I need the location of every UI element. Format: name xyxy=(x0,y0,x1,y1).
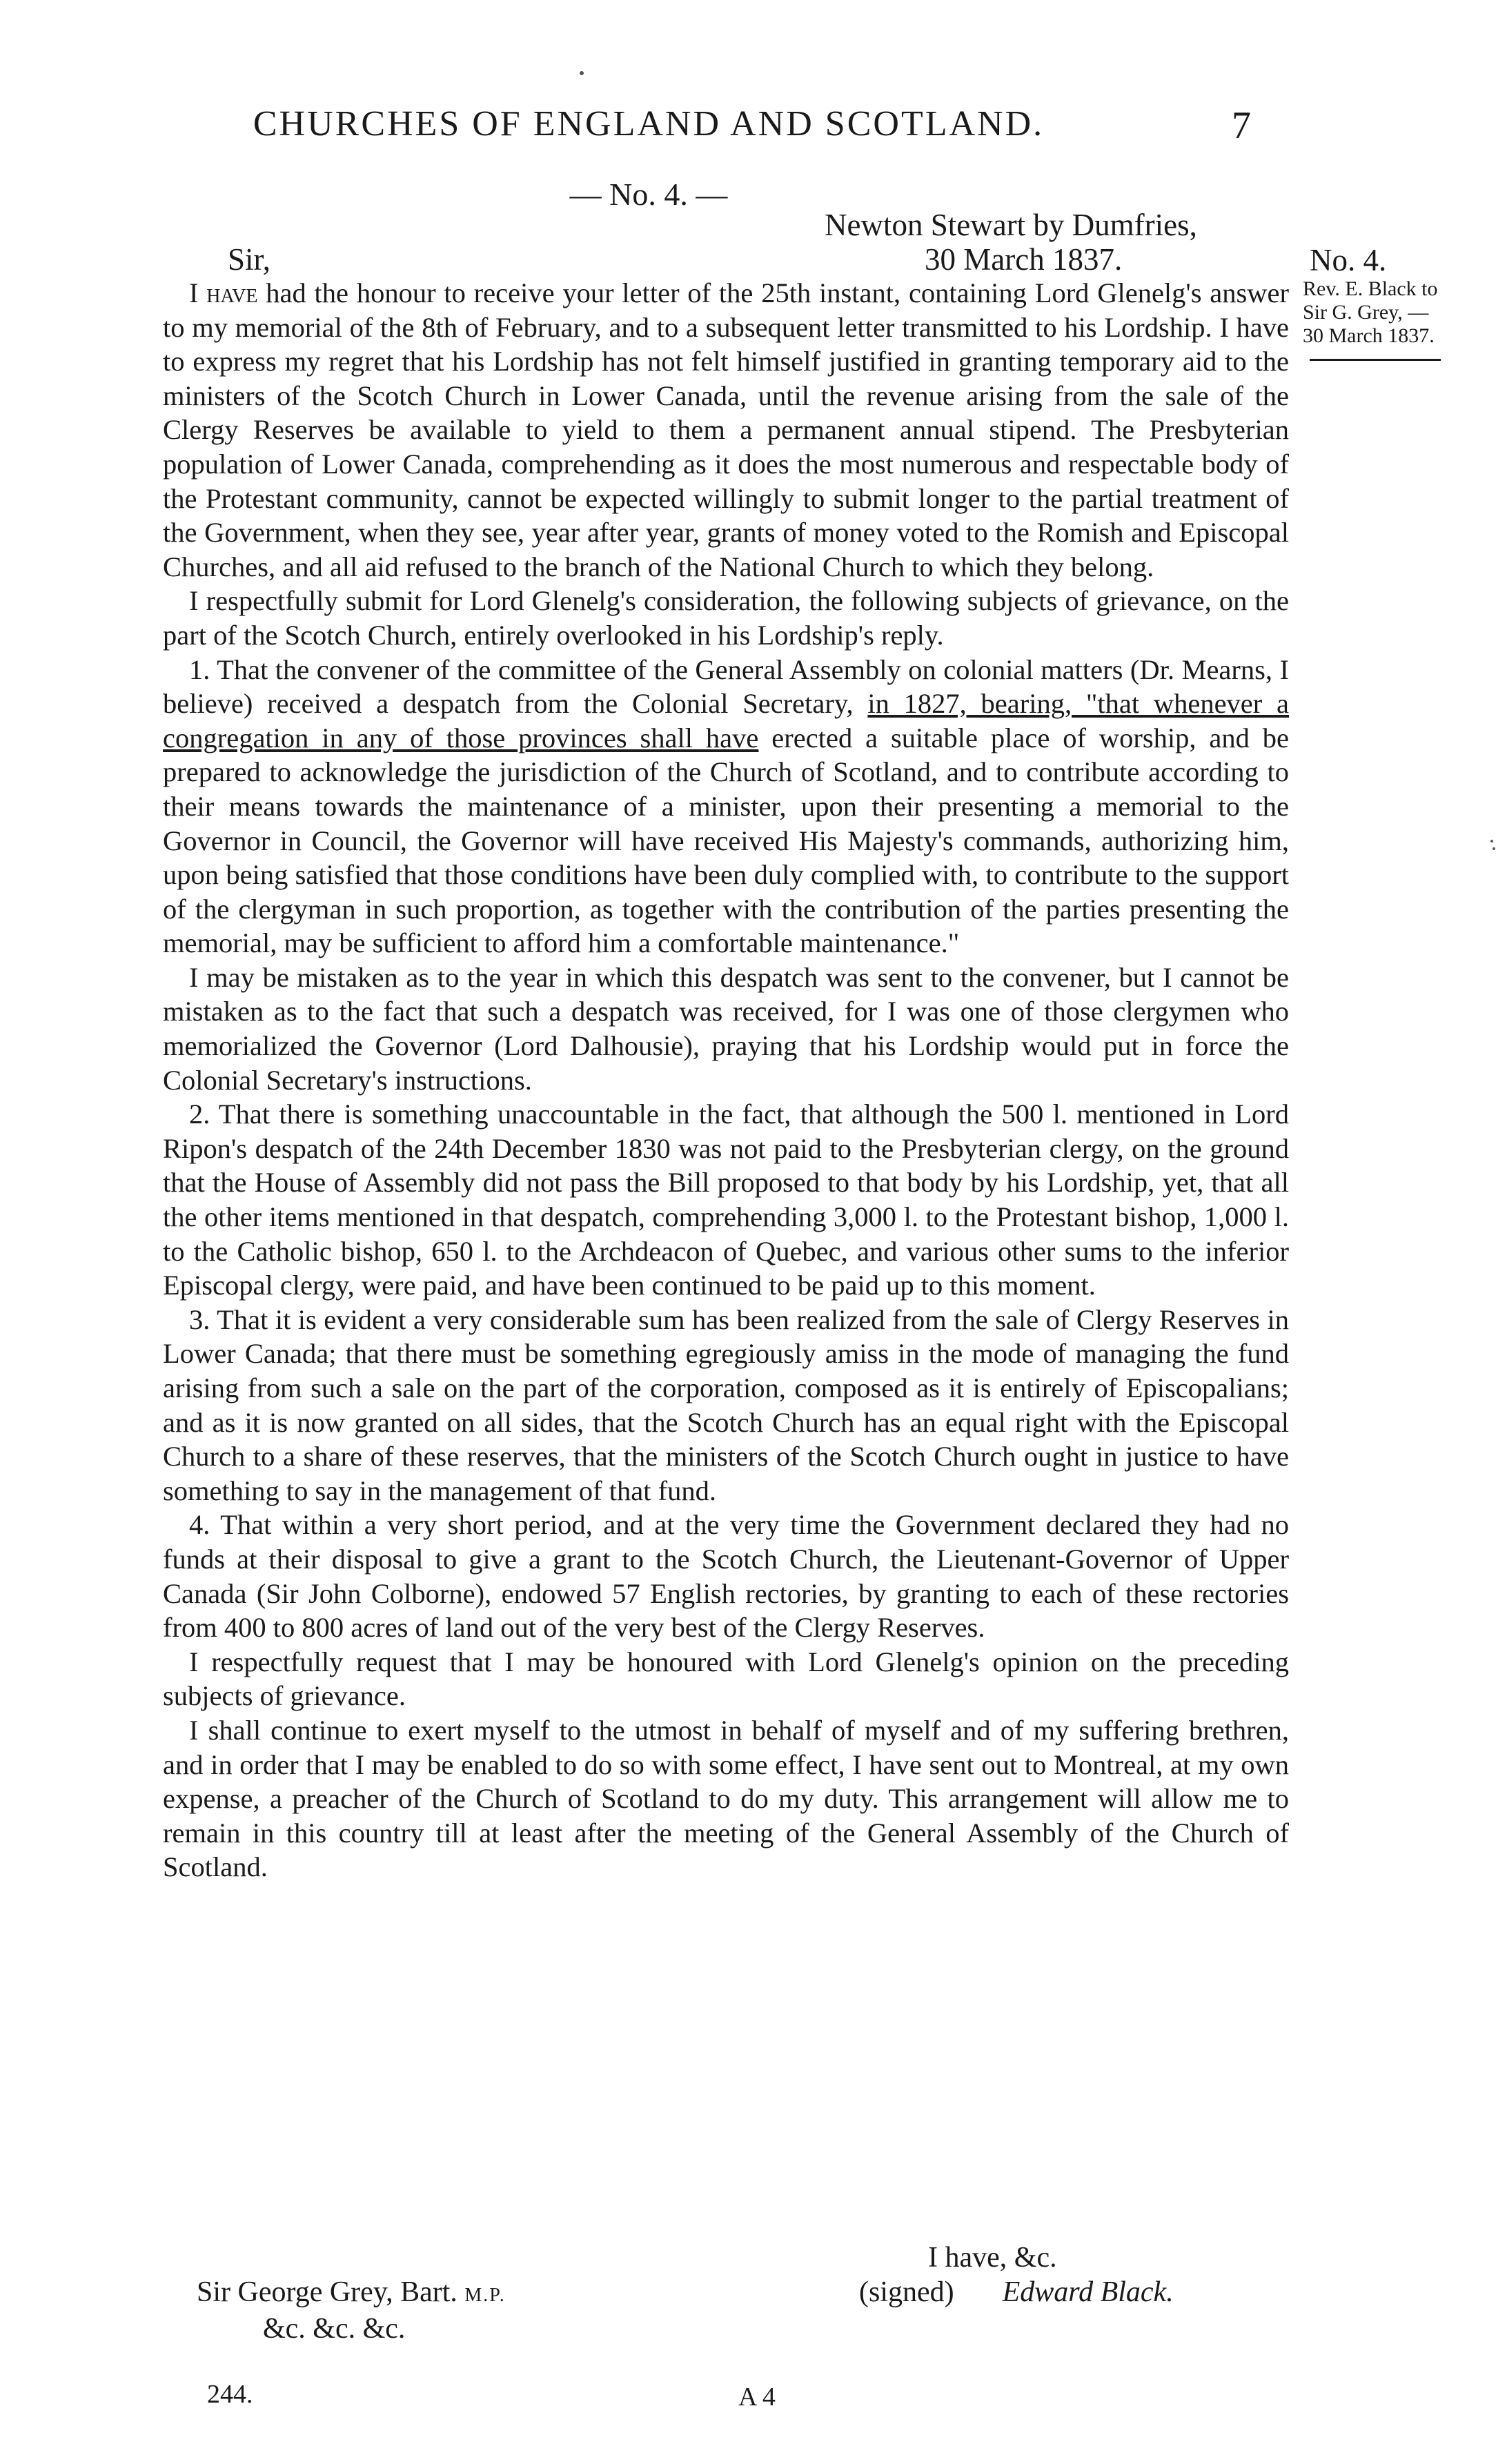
paragraph: 3. That it is evident a very considerable sum has been realized from the sale of Clergy Reserves in Lower Canada; that there must be something egregiously amiss in the mode of managing the fund arising from such a sale on the part of the corporation, composed as it is entirely of Episcopalians; and as it is now granted on all sides, that the Scotch Church has an equal right with the Episcopal Church to a share of these reserves, that the ministers of the Scotch Church ought in justice to have something to say in the management of that fund. xyxy=(163,1303,1289,1506)
addressee-name: Sir George Grey, Bart. xyxy=(197,2276,457,2308)
paragraph: I respectfully request that I may be honoured with Lord Glenelg's opinion on the preceding subjects of grievance. xyxy=(163,1646,1289,1712)
signature-line xyxy=(859,2276,1174,2309)
addressee-title: M.P. xyxy=(464,2285,506,2306)
paragraph: I respectfully submit for Lord Glenelg's consideration, the following subjects of grievance, on the part of the Scotch Church, entirely overlooked in his Lordship's reply. xyxy=(163,585,1289,651)
document-number: — No. 4. — xyxy=(569,177,728,212)
addressee-etc: &c. &c. &c. xyxy=(263,2313,406,2345)
paragraph: I shall continue to exert myself to the utmost in behalf of myself and of my suffering brethren, and in order that I may be enabled to do so with some effect, I have sent out to Montreal, at my own expense, a preacher of the Church of Scotland to do my duty. This arrangement will allow me to remain in this country till at least after the meeting of the General Assembly of the Church of Scotland. xyxy=(163,1714,1289,1883)
running-head: CHURCHES OF ENGLAND AND SCOTLAND. xyxy=(253,104,1045,144)
signature-mark: A 4 xyxy=(738,2383,776,2412)
paragraph-text: 1. That the convener of the committee of the General Assembly on colonial matters (Dr. Mearns, I believe) received a despatch from the Colonial Secretary, xyxy=(163,653,1289,720)
signed-label: (signed) xyxy=(859,2276,954,2308)
letter-place: Newton Stewart by Dumfries, xyxy=(825,208,1197,242)
paragraph xyxy=(163,276,1289,584)
signature: Edward Black. xyxy=(1002,2276,1174,2308)
sheet-number: 244. xyxy=(207,2380,253,2409)
addressee xyxy=(197,2276,506,2345)
margin-note-line: Rev. E. Black to xyxy=(1303,277,1438,300)
paragraph xyxy=(163,653,1289,960)
margin-note xyxy=(1303,243,1503,361)
paragraph: I may be mistaken as to the year in which this despatch was sent to the convener, but I cannot be mistaken as to the fact that such a despatch was received, for I was one of those clergymen who memorialized the Governor (Lord Dalhousie), praying that his Lordship would put in force the Colonial Secretary's instructions. xyxy=(163,961,1289,1096)
print-speck xyxy=(1493,847,1495,850)
print-speck xyxy=(1490,840,1493,842)
paragraph-text: erected a suitable place of worship, and be prepared to acknowledge the jurisdiction of the Church of Scotland, and to contribute according to their means towards the maintenance of a minister, upon their presenting a memorial to the Governor in Council, the Governor will have received His Majesty's commands, authorizing him, upon being satisfied that those conditions have been duly complied with, to contribute to the support of the clergyman in such proportion, as together with the contribution of the parties presenting the memorial, may be sufficient to afford him a comfortable maintenance." xyxy=(163,722,1289,959)
paragraph: 4. That within a very short period, and at the very time the Government declared they had no funds at their disposal to give a grant to the Scotch Church, the Lieutenant-Governor of Upper Canada (Sir John Colborne), endowed 57 English rectories, by granting to each of these rectories from 400 to 800 acres of land out of the very best of the Clergy Reserves. xyxy=(163,1509,1289,1644)
paragraph-lead: I have xyxy=(189,277,258,308)
underlined-text: in 1827, bearing, "that whenever a congregation in any of those provinces shall have xyxy=(163,688,1289,753)
letter-body xyxy=(163,276,1289,1884)
margin-note-number: No. 4. xyxy=(1310,243,1387,277)
margin-note-rule xyxy=(1310,359,1441,361)
letter-salutation: Sir, xyxy=(228,242,270,277)
page-number: 7 xyxy=(1232,104,1251,147)
letter-closing: I have, &c. xyxy=(928,2242,1057,2274)
margin-note-line: 30 March 1837. xyxy=(1303,324,1435,347)
print-speck xyxy=(580,71,584,75)
margin-note-line: Sir G. Grey, — xyxy=(1303,301,1429,324)
paragraph-text: had the honour to receive your letter of the 25th instant, containing Lord Glenelg's answer to my memorial of the 8th of February, and to a subsequent letter transmitted to his Lordship. I have to express my regret that his Lordship has not felt himself justified in granting temporary aid to the ministers of the Scotch Church in Lower Canada, until the revenue arising from the sale of the Clergy Reserves be available to yield to them a permanent annual stipend. The Presbyterian population of Lower Canada, comprehending as it does the most numerous and respectable body of the Protestant community, cannot be expected willingly to submit longer to the partial treatment of the Government, when they see, year after year, grants of money voted to the Romish and Episcopal Churches, and all aid refused to the branch of the National Church to which they belong. xyxy=(163,277,1289,582)
letter-date: 30 March 1837. xyxy=(925,242,1123,277)
paragraph: 2. That there is something unaccountable in the fact, that although the 500 l. mentioned in Lord Ripon's despatch of the 24th December 1830 was not paid to the Presbyterian clergy, on the ground that the House of Assembly did not pass the Bill proposed to that body by his Lordship, yet, that all the other items mentioned in that despatch, comprehending 3,000 l. to the Protestant bishop, 1,000 l. to the Catholic bishop, 650 l. to the Archdeacon of Quebec, and various other sums to the inferior Episcopal clergy, were paid, and have been continued to be paid up to this moment. xyxy=(163,1098,1289,1301)
